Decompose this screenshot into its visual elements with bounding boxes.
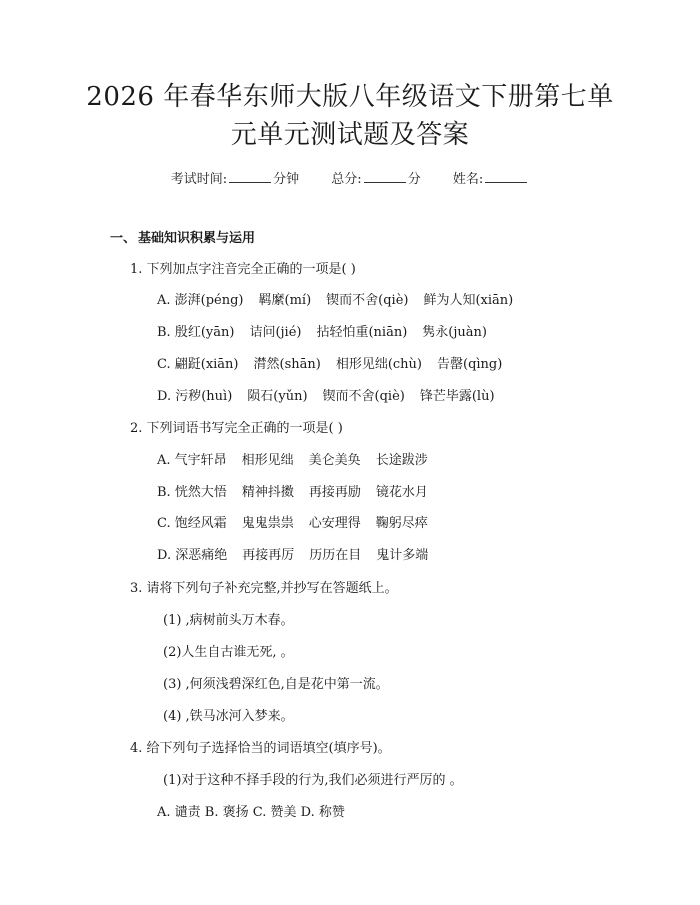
q4-sentence-1: (1)对于这种不择手段的行为,我们必须进行严厉的 。 bbox=[163, 773, 463, 788]
q3-sentence-1: (1) ,病树前头万木春。 bbox=[163, 613, 294, 628]
q3-sentence-3: (3) ,何须浅碧深红色,自是花中第一流。 bbox=[163, 677, 389, 692]
section-title: 基础知识积累与运用 bbox=[138, 231, 256, 246]
q3-sentence-2: (2)人生自古谁无死, 。 bbox=[163, 645, 294, 660]
q1-option-c: C. 翩跹(xiān) 潸然(shān) 相形见绌(chù) 告罄(qìng) bbox=[157, 357, 503, 372]
q2-option-d: D. 深恶痛绝 再接再厉 历历在目 鬼计多端 bbox=[157, 548, 429, 563]
score-blank bbox=[364, 170, 406, 183]
q2-option-c: C. 饱经风霜 鬼鬼祟祟 心安理得 鞠躬尽瘁 bbox=[157, 516, 428, 531]
total-score: 总分: 分 bbox=[331, 172, 421, 187]
q3-sentence-4: (4) ,铁马冰河入梦来。 bbox=[163, 709, 294, 724]
title-line-1: 2026 年春华东师大版八年级语文下册第七单 bbox=[86, 82, 614, 112]
section-heading bbox=[110, 230, 255, 248]
section-number: 一、 bbox=[110, 231, 137, 246]
q2-option-a: A. 气宇轩昂 相形见绌 美仑美奂 长途跋涉 bbox=[157, 453, 428, 468]
exam-info-row bbox=[0, 170, 700, 189]
question-3-stem: 3. 请将下列句子补充完整,并抄写在答题纸上。 bbox=[130, 581, 398, 596]
exam-time: 考试时间: 分钟 bbox=[170, 172, 300, 187]
student-name: 姓名: bbox=[453, 172, 529, 187]
q1-option-b: B. 殷红(yān) 诘问(jié) 拈轻怕重(niān) 隽永(juàn) bbox=[157, 325, 487, 340]
time-blank bbox=[229, 170, 271, 183]
title-line-2: 元单元测试题及答案 bbox=[230, 120, 470, 150]
question-4-stem: 4. 给下列句子选择恰当的词语填空(填序号)。 bbox=[130, 741, 391, 756]
q2-option-b: B. 恍然大悟 精神抖擞 再接再励 镜花水月 bbox=[157, 485, 428, 500]
q4-options: A. 谴责 B. 褒扬 C. 赞美 D. 称赞 bbox=[157, 805, 345, 820]
document-title bbox=[60, 78, 640, 154]
q1-option-d: D. 污秽(huì) 陨石(yǔn) 锲而不舍(qiè) 锋芒毕露(lù) bbox=[157, 389, 495, 404]
name-blank bbox=[485, 170, 527, 183]
q1-option-a: A. 澎湃(péng) 羁縻(mí) 锲而不舍(qiè) 鲜为人知(xiān) bbox=[157, 293, 514, 308]
question-2-stem: 2. 下列词语书写完全正确的一项是( ) bbox=[130, 421, 343, 436]
question-1-stem: 1. 下列加点字注音完全正确的一项是( ) bbox=[130, 262, 356, 277]
